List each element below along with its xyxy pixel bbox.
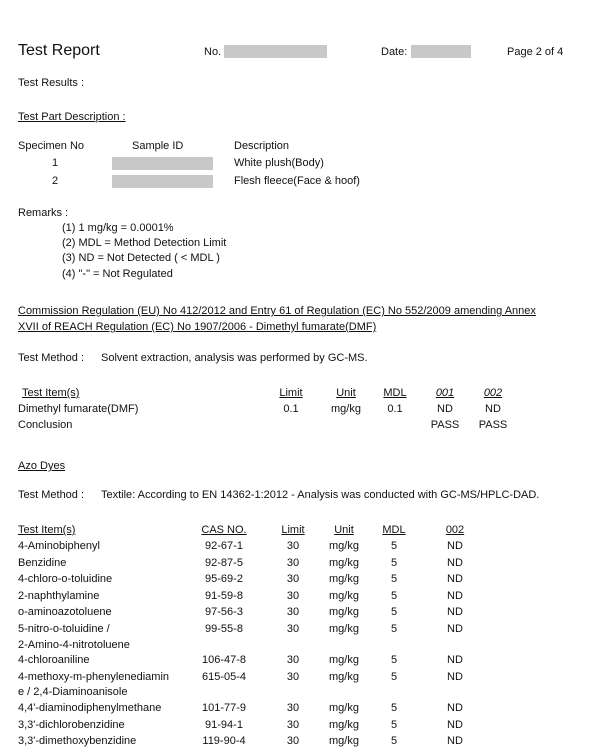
azo-row-limit: 30 <box>286 606 300 619</box>
azo-row-result-002: ND <box>447 654 463 667</box>
dmf-limit: 0.1 <box>283 403 299 415</box>
azo-row-item: Benzidine <box>18 556 67 569</box>
azo-row-cas: 101-77-9 <box>201 702 247 714</box>
specimen-no-2: 2 <box>52 175 59 187</box>
dmf-regulation-line2: XVII of REACH Regulation (EC) No 1907/2006 - Dimethyl fumarate(DMF) <box>18 321 377 333</box>
azo-header-unit: Unit <box>334 524 354 536</box>
azo-row-limit: 30 <box>286 623 300 635</box>
dmf-conclusion-label: Conclusion <box>18 419 73 431</box>
azo-row-unit: mg/kg <box>329 654 359 667</box>
azo-row-mdl: 5 <box>390 573 398 586</box>
azo-row-result-002: ND <box>447 702 463 714</box>
dmf-header-unit: Unit <box>336 387 356 399</box>
report-title: Test Report <box>18 42 100 59</box>
azo-heading: Azo Dyes <box>18 460 66 472</box>
azo-row-cas: 106-47-8 <box>201 654 247 667</box>
dmf-result-002: ND <box>485 403 501 415</box>
sample-id-header: Sample ID <box>132 140 184 152</box>
azo-row-limit: 30 <box>286 589 300 602</box>
azo-row-result-002: ND <box>447 606 463 619</box>
azo-row-mdl: 5 <box>390 718 398 731</box>
azo-row-unit: mg/kg <box>329 540 359 552</box>
azo-row-unit: mg/kg <box>329 556 359 569</box>
azo-row-item: 4-methoxy-m-phenylenediamin <box>18 670 170 683</box>
azo-row-item: 3,3'-dichlorobenzidine <box>18 718 125 731</box>
azo-row-limit: 30 <box>286 670 300 683</box>
specimen-no-1: 1 <box>52 157 59 169</box>
azo-header-mdl: MDL <box>382 524 406 536</box>
azo-row-limit: 30 <box>286 654 300 667</box>
redacted-report-number <box>224 45 327 58</box>
dmf-conclusion-002: PASS <box>478 419 508 431</box>
azo-row-mdl: 5 <box>390 702 398 714</box>
dmf-header-001: 001 <box>435 387 455 399</box>
azo-header-cas: CAS NO. <box>201 524 247 536</box>
redacted-sample-id-2 <box>112 175 213 188</box>
azo-row-item: 4-chloro-o-toluidine <box>18 573 113 586</box>
azo-row-item: 5-nitro-o-toluidine / <box>18 623 110 635</box>
azo-row-mdl: 5 <box>390 589 398 602</box>
azo-row-mdl: 5 <box>390 670 398 683</box>
azo-header-item: Test Item(s) <box>18 524 76 536</box>
azo-row-mdl: 5 <box>390 556 398 569</box>
azo-header-002: 002 <box>445 524 465 536</box>
azo-method-label: Test Method : <box>18 489 85 501</box>
remark-item: (3) ND = Not Detected ( < MDL ) <box>62 252 220 264</box>
azo-header-limit: Limit <box>281 524 305 536</box>
azo-row-unit: mg/kg <box>329 573 359 586</box>
azo-row-item: 4,4'-diaminodiphenylmethane <box>18 702 162 714</box>
azo-row-mdl: 5 <box>390 735 398 748</box>
azo-row-result-002: ND <box>447 540 463 552</box>
azo-row-mdl: 5 <box>390 623 398 635</box>
azo-row-unit: mg/kg <box>329 702 359 714</box>
dmf-header-item: Test Item(s) <box>22 387 80 399</box>
azo-row-item: o-aminoazotoluene <box>18 606 112 619</box>
azo-row-item: 4-Aminobiphenyl <box>18 540 100 552</box>
azo-row-item: 4-chloroaniline <box>18 654 90 667</box>
azo-row-cas: 95-69-2 <box>205 573 243 586</box>
azo-row-unit: mg/kg <box>329 606 359 619</box>
azo-row-limit: 30 <box>286 702 300 714</box>
azo-row-limit: 30 <box>286 556 300 569</box>
dmf-method-label: Test Method : <box>18 352 85 364</box>
azo-row-unit: mg/kg <box>329 589 359 602</box>
redacted-date <box>411 45 471 58</box>
description-2: Flesh fleece(Face & hoof) <box>234 175 360 187</box>
azo-row-mdl: 5 <box>390 654 398 667</box>
report-number-label: No. <box>204 46 222 58</box>
azo-row-unit: mg/kg <box>329 718 359 731</box>
azo-row-item: 2-naphthylamine <box>18 589 100 602</box>
date-label: Date: <box>381 46 408 58</box>
azo-row-limit: 30 <box>286 573 300 586</box>
azo-row-limit: 30 <box>286 540 300 552</box>
description-header: Description <box>234 140 290 152</box>
azo-row-result-002: ND <box>447 573 463 586</box>
part-description-heading: Test Part Description : <box>18 111 126 123</box>
remark-item: (2) MDL = Method Detection Limit <box>62 237 227 249</box>
dmf-header-002: 002 <box>483 387 503 399</box>
azo-row-result-002: ND <box>447 623 463 635</box>
redacted-sample-id-1 <box>112 157 213 170</box>
azo-row-result-002: ND <box>447 735 463 748</box>
azo-row-item-continued: e / 2,4-Diaminoanisole <box>18 686 128 699</box>
azo-row-result-002: ND <box>447 556 463 569</box>
remarks-label: Remarks : <box>18 207 69 219</box>
dmf-conclusion-001: PASS <box>430 419 460 431</box>
test-results-label: Test Results : <box>18 77 85 89</box>
dmf-header-mdl: MDL <box>383 387 407 399</box>
page-number: Page 2 of 4 <box>507 46 564 58</box>
azo-row-cas: 97-56-3 <box>205 606 243 619</box>
azo-row-cas: 119-90-4 <box>202 735 246 748</box>
azo-row-mdl: 5 <box>390 606 398 619</box>
azo-row-cas: 91-94-1 <box>205 718 243 731</box>
azo-row-item: 3,3'-dimethoxybenzidine <box>18 735 137 748</box>
dmf-mdl: 0.1 <box>387 403 403 415</box>
specimen-no-header: Specimen No <box>18 140 85 152</box>
azo-row-unit: mg/kg <box>329 735 359 748</box>
azo-row-unit: mg/kg <box>329 670 359 683</box>
azo-row-mdl: 5 <box>390 540 398 552</box>
azo-row-result-002: ND <box>447 589 463 602</box>
azo-row-limit: 30 <box>286 718 300 731</box>
azo-row-unit: mg/kg <box>329 623 359 635</box>
remark-item: (4) "-" = Not Regulated <box>62 268 173 280</box>
azo-method-text: Textile: According to EN 14362-1:2012 - Analysis was conducted with GC-MS/HPLC-DAD. <box>101 489 540 501</box>
dmf-unit: mg/kg <box>331 403 361 415</box>
azo-row-cas: 92-67-1 <box>205 540 243 552</box>
description-1: White plush(Body) <box>234 157 324 169</box>
azo-row-cas: 99-55-8 <box>205 623 243 635</box>
azo-row-limit: 30 <box>286 735 300 748</box>
dmf-item: Dimethyl fumarate(DMF) <box>18 403 139 415</box>
azo-row-cas: 615-05-4 <box>201 670 247 683</box>
azo-row-item-continued: 2-Amino-4-nitrotoluene <box>18 638 130 651</box>
azo-row-cas: 92-87-5 <box>205 556 243 569</box>
azo-row-cas: 91-59-8 <box>205 589 243 602</box>
azo-row-result-002: ND <box>447 670 463 683</box>
remark-item: (1) 1 mg/kg = 0.0001% <box>62 222 174 234</box>
dmf-result-001: ND <box>437 403 453 415</box>
dmf-header-limit: Limit <box>279 387 303 399</box>
dmf-regulation-line1: Commission Regulation (EU) No 412/2012 and Entry 61 of Regulation (EC) No 552/2009 amending Annex <box>18 305 536 317</box>
azo-row-result-002: ND <box>447 718 463 731</box>
dmf-method-text: Solvent extraction, analysis was performed by GC-MS. <box>101 352 368 364</box>
